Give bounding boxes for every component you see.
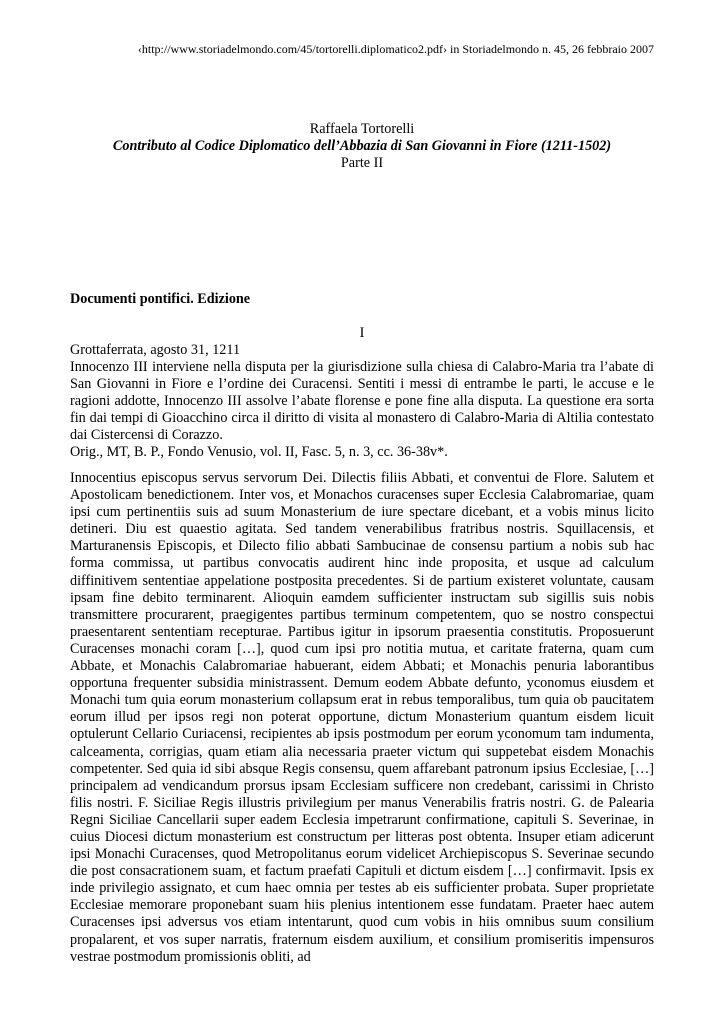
section-heading: Documenti pontifici. Edizione	[70, 291, 251, 307]
header-citation: ‹http://www.storiadelmondo.com/45/tortorelli.diplomatico2.pdf› in Storiadelmondo n. 45, 26 febbraio 2007	[137, 42, 654, 56]
article-title: Contributo al Codice Diplomatico dell’Abbazia di San Giovanni in Fiore (1211-1502)	[112, 138, 612, 154]
document-text: Innocentius episcopus servus servorum Dei. Dilectis filiis Abbati, et conventui de Flore. Salutem et Apostolicam benedictionem. Inter vos, et Monachos curacenses super Ecclesia Calabromariae, quam ipsi cum pertinentiis suis ad suum Monasterium de iure spectare dicebant, et a vobis minus licito detineri. Diu est quaestio agitata. Sed tandem venerabilibus fratribus nostris. Squillacensis, et Marturanensis Episcopis, et Dilecto filio abbati Sambucinae de consensu partium a nobis sub hac forma commissa, ut partibus convocatis audirent hinc inde proposita, et usque ad calculum diffinitivem sententiae appelatione postposita precedentes. Si de partium existeret voluntate, causam ipsam fine debito terminarent. Alioquin eamdem sufficienter instructam sub sigillis suis nobis transmittere procurarent, praegigentes partibus terminum competentem, quo se nostro conspectui praesentarent sententiam recepturae. Partibus igitur in ipsorum praesentia constitutis. Proposuerunt Curacenses monachi coram […], quod cum ipsi pro notitia mutua, et caritate fraterna, quam cum Abbate, et Monachis Calabromariae habuerant, eidem Abbati; et Monachis penuria laborantibus opportuna frequenter subsidia ministrassent. Demum eodem Abbate defunto, yconomus eiusdem et Monachi tum quia eorum monasterium collapsum erat in rebus temporalibus, tum quia ob paucitatem eorum illud per ipsos regi non poterat opportune, dictum Monasterium quantum eisdem licuit optulerunt Cellario Curiacensi, recipientes ab ipsis postmodum per eorum yconomum tam indumenta, calceamenta, corrigias, quam etiam alia necessaria praeter victum qui suppetebat eisdem Monachis competenter. Sed quia id sibi absque Regis consensu, quem affarebant patronum ipsius Ecclesiae, […] principalem ad vendicandum prorsus ipsam Ecclesiam sufficere non credebant, carissimi in Christo filis nostri. F. Siciliae Regis illustris privilegium per manus Venerabilis fratris nostri. G. de Palearia Regni Siciliae Cancellarii super eadem Ecclesia impetrarunt confirmatione, capituli S. Severinae, in cuius Diocesi dictum monasterium est constructum per litteras post obtenta. Insuper etiam adicerunt ipsi Monachi Curacenses, quod Metropolitanus eorum videlicet Archiepiscopus S. Severinae secundo die post consacrationem suam, et factum praefati Capituli et dictum eisdem […] confirmavit. Ipsis ex inde privilegio assignato, et cum haec omnia per testes ab eis sufficienter probata. Super proprietate Ecclesiae memorare proponebant suam hiis plenius intentionem esse fundatam. Praeter haec autem Curacenses ipsi adversus vos etiam intentarunt, quod cum vobis in hiis omnibus suum consilium propalarent, et vos super narratis, fraternum eisdem auxilium, et consilium promiseritis impensuros vestrae postmodum promissionis obliti, ad	[70, 470, 654, 965]
place-date: Grottaferrata, agosto 31, 1211	[70, 342, 241, 358]
author-name: Raffaela Tortorelli	[309, 121, 415, 137]
title-block	[70, 121, 654, 172]
document-source: Orig., MT, B. P., Fondo Venusio, vol. II, Fasc. 5, n. 3, cc. 36-38v*.	[70, 444, 448, 460]
part-label: Parte II	[340, 155, 384, 171]
document-regesto	[70, 342, 654, 461]
document-summary: Innocenzo III interviene nella disputa per la giurisdizione sulla chiesa di Calabro-Maria tra l’abate di San Giovanni in Fiore e l’ordine dei Curacensi. Sentiti i messi di entrambe le parti, le accuse e le ragioni addotte, Innocenzo III assolve l’abate florense e pone fine alla disputa. La questione era sorta fin dai tempi di Gioacchino circa il diritto di visita al monastero di Calabro-Maria di Altilia contestato dai Cistercensi di Corazzo.	[70, 359, 654, 443]
document-number: I	[359, 325, 365, 341]
